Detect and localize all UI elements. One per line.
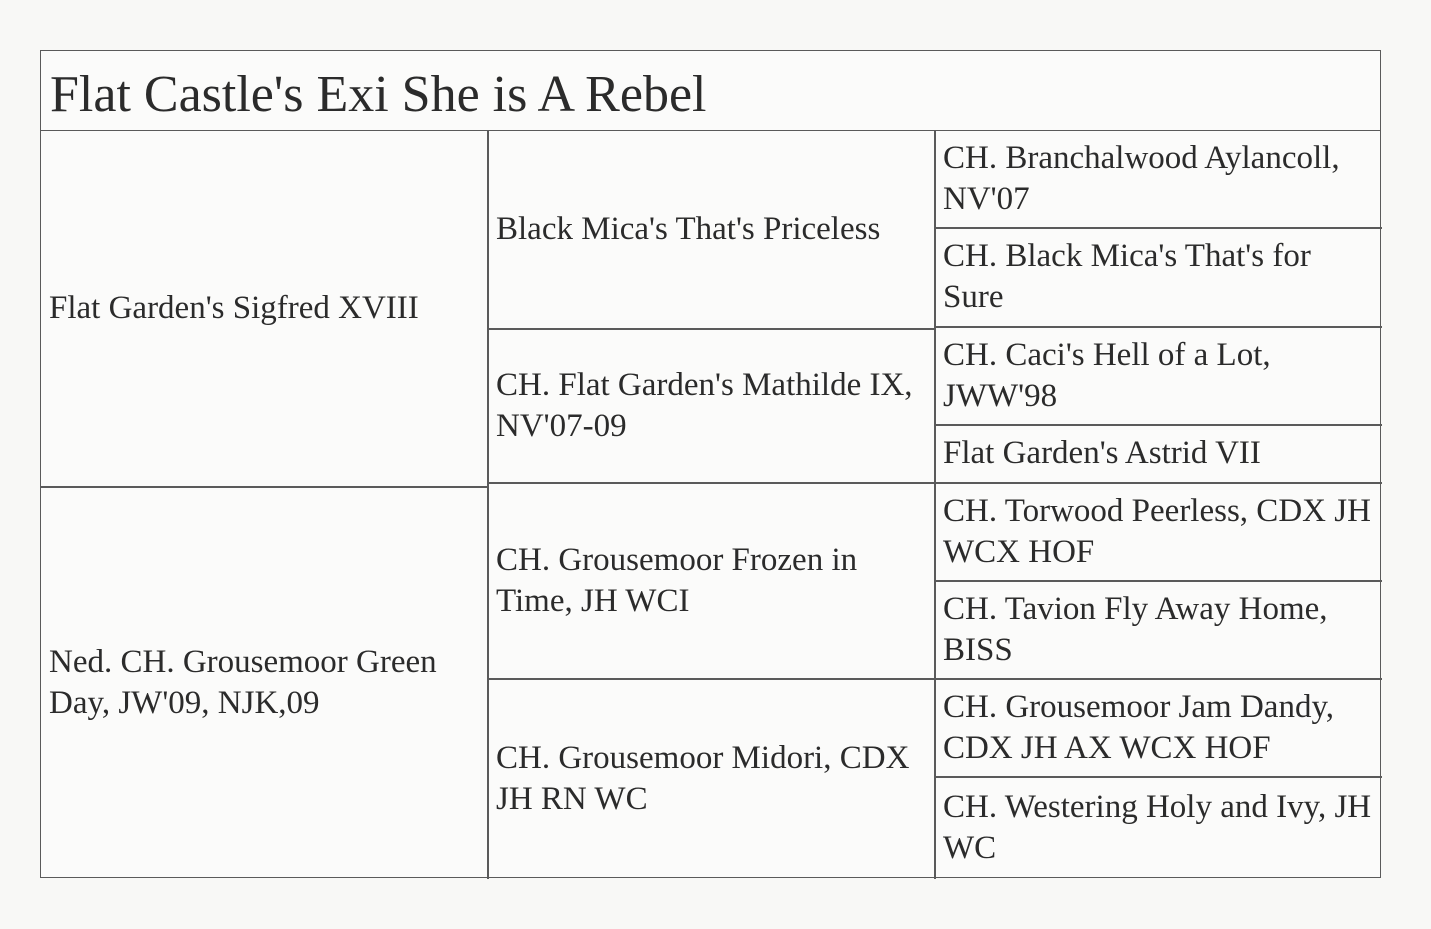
great-grandparent-8-name: CH. Westering Holy and Ivy, JH WC bbox=[943, 789, 1372, 866]
pedigree-chart bbox=[40, 50, 1381, 878]
dam-dam-cell bbox=[488, 679, 934, 879]
dog-name-title: Flat Castle's Exi She is A Rebel bbox=[50, 66, 707, 123]
sire-dam-cell bbox=[488, 329, 934, 482]
dam-name: Ned. CH. Grousemoor Green Day, JW'09, NJK,09 bbox=[49, 644, 437, 721]
sire-name: Flat Garden's Sigfred XVIII bbox=[49, 290, 419, 326]
great-grandparent-1-name: CH. Branchalwood Aylancoll, NV'07 bbox=[943, 140, 1340, 217]
dam-cell bbox=[41, 487, 487, 879]
great-grandparent-6-name: CH. Tavion Fly Away Home, BISS bbox=[943, 590, 1328, 668]
great-grandparent-3-name: CH. Caci's Hell of a Lot, JWW'98 bbox=[943, 336, 1271, 414]
sire-dam-name: CH. Flat Garden's Mathilde IX, NV'07-09 bbox=[496, 366, 913, 444]
title-row bbox=[41, 51, 1380, 131]
sire-sire-cell bbox=[488, 131, 934, 328]
great-grandparent-6-cell bbox=[935, 581, 1382, 678]
great-grandparent-5-name: CH. Torwood Peerless, CDX JH WCX HOF bbox=[943, 492, 1371, 570]
great-grandparent-7-cell bbox=[935, 679, 1382, 776]
sire-cell bbox=[41, 131, 487, 486]
great-grandparent-8-cell bbox=[935, 777, 1382, 879]
great-grandparent-4-name: Flat Garden's Astrid VII bbox=[943, 435, 1261, 471]
great-grandparent-2-cell bbox=[935, 228, 1382, 326]
great-grandparent-2-name: CH. Black Mica's That's for Sure bbox=[943, 238, 1311, 315]
great-grandparent-5-cell bbox=[935, 483, 1382, 580]
dam-sire-name: CH. Grousemoor Frozen in Time, JH WCI bbox=[496, 541, 858, 619]
dam-dam-name: CH. Grousemoor Midori, CDX JH RN WC bbox=[496, 740, 910, 817]
great-grandparent-1-cell bbox=[935, 131, 1382, 227]
dam-sire-cell bbox=[488, 483, 934, 678]
great-grandparent-7-name: CH. Grousemoor Jam Dandy, CDX JH AX WCX HOF bbox=[943, 688, 1335, 766]
great-grandparent-4-cell bbox=[935, 425, 1382, 482]
great-grandparent-3-cell bbox=[935, 327, 1382, 424]
sire-sire-name: Black Mica's That's Priceless bbox=[496, 211, 881, 247]
